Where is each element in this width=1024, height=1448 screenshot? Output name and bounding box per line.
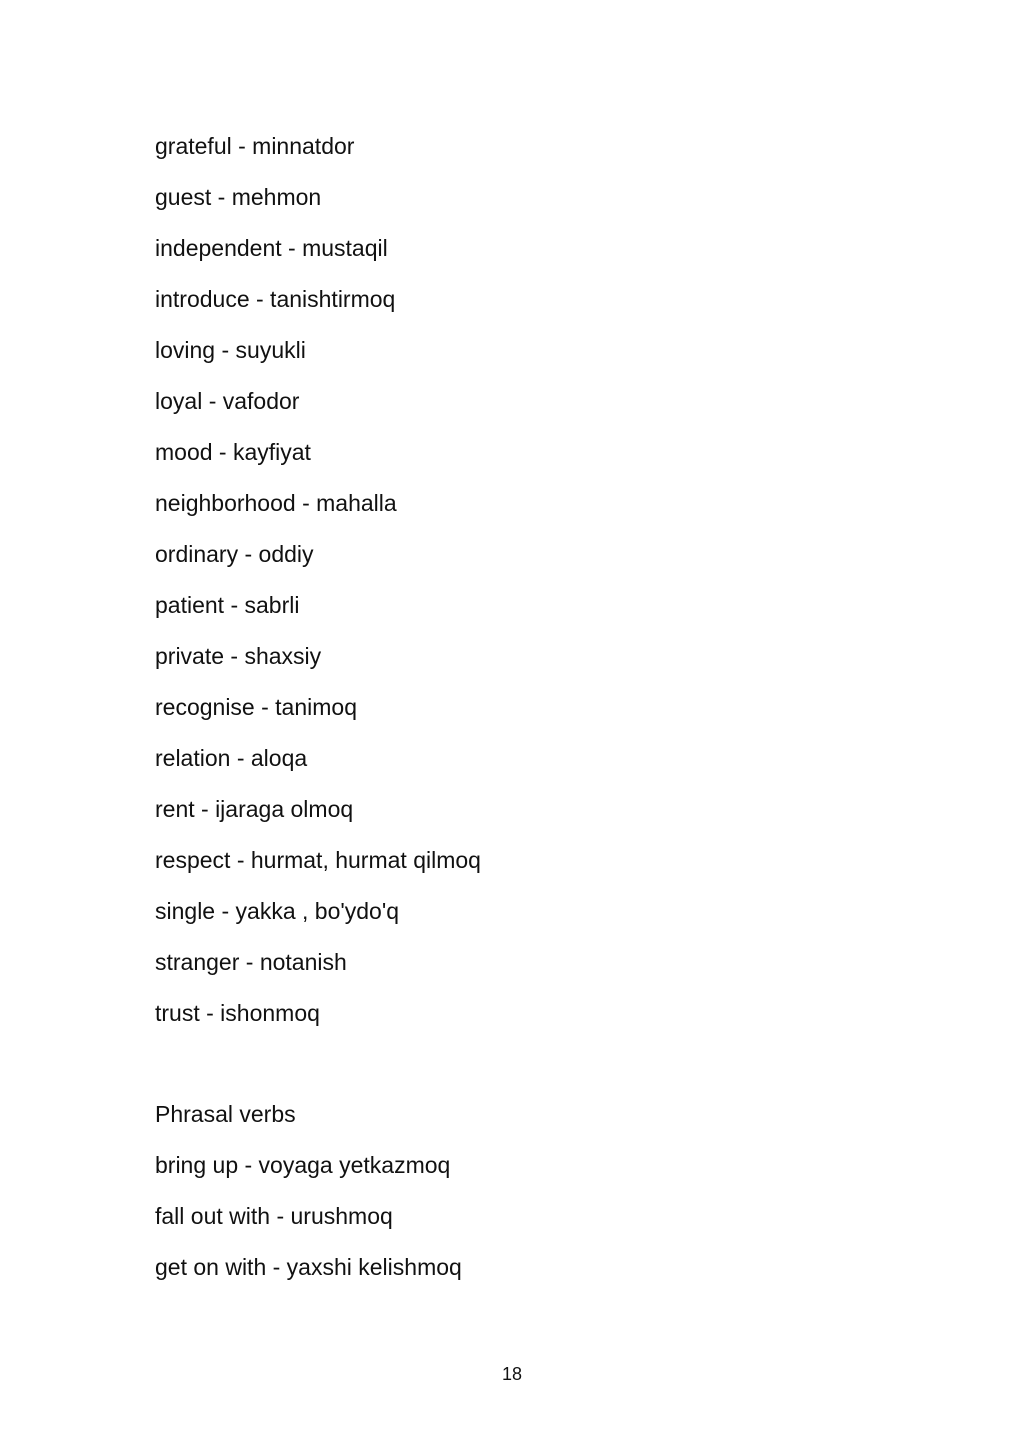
vocab-entry: loyal - vafodor [155,388,300,414]
vocab-entry: grateful - minnatdor [155,133,355,159]
vocab-entry: mood - kayfiyat [155,439,311,465]
phrasal-verb-entry: get on with - yaxshi kelishmoq [155,1254,462,1280]
phrasal-verb-entry: bring up - voyaga yetkazmoq [155,1152,451,1178]
vocab-entry: introduce - tanishtirmoq [155,286,396,312]
vocab-entry: private - shaxsiy [155,643,322,669]
vocab-entry: rent - ijaraga olmoq [155,796,354,822]
vocab-entry: relation - aloqa [155,745,308,771]
vocab-entry: neighborhood - mahalla [155,490,397,516]
vocab-entry: respect - hurmat, hurmat qilmoq [155,847,481,873]
vocab-entry: patient - sabrli [155,592,300,618]
vocab-entry: loving - suyukli [155,337,306,363]
vocab-entry: stranger - notanish [155,949,347,975]
vocab-entry: guest - mehmon [155,184,322,210]
vocab-entry: single - yakka , bo'ydo'q [155,898,400,924]
vocabulary-list [155,121,481,1039]
vocab-entry: ordinary - oddiy [155,541,314,567]
page-number: 18 [501,1364,523,1384]
phrasal-verb-entry: fall out with - urushmoq [155,1203,393,1229]
vocab-entry: recognise - tanimoq [155,694,357,720]
phrasal-verbs-list [155,1140,462,1293]
vocab-entry: trust - ishonmoq [155,1000,320,1026]
phrasal-verbs-heading: Phrasal verbs [155,1101,296,1127]
vocab-entry: independent - mustaqil [155,235,388,261]
